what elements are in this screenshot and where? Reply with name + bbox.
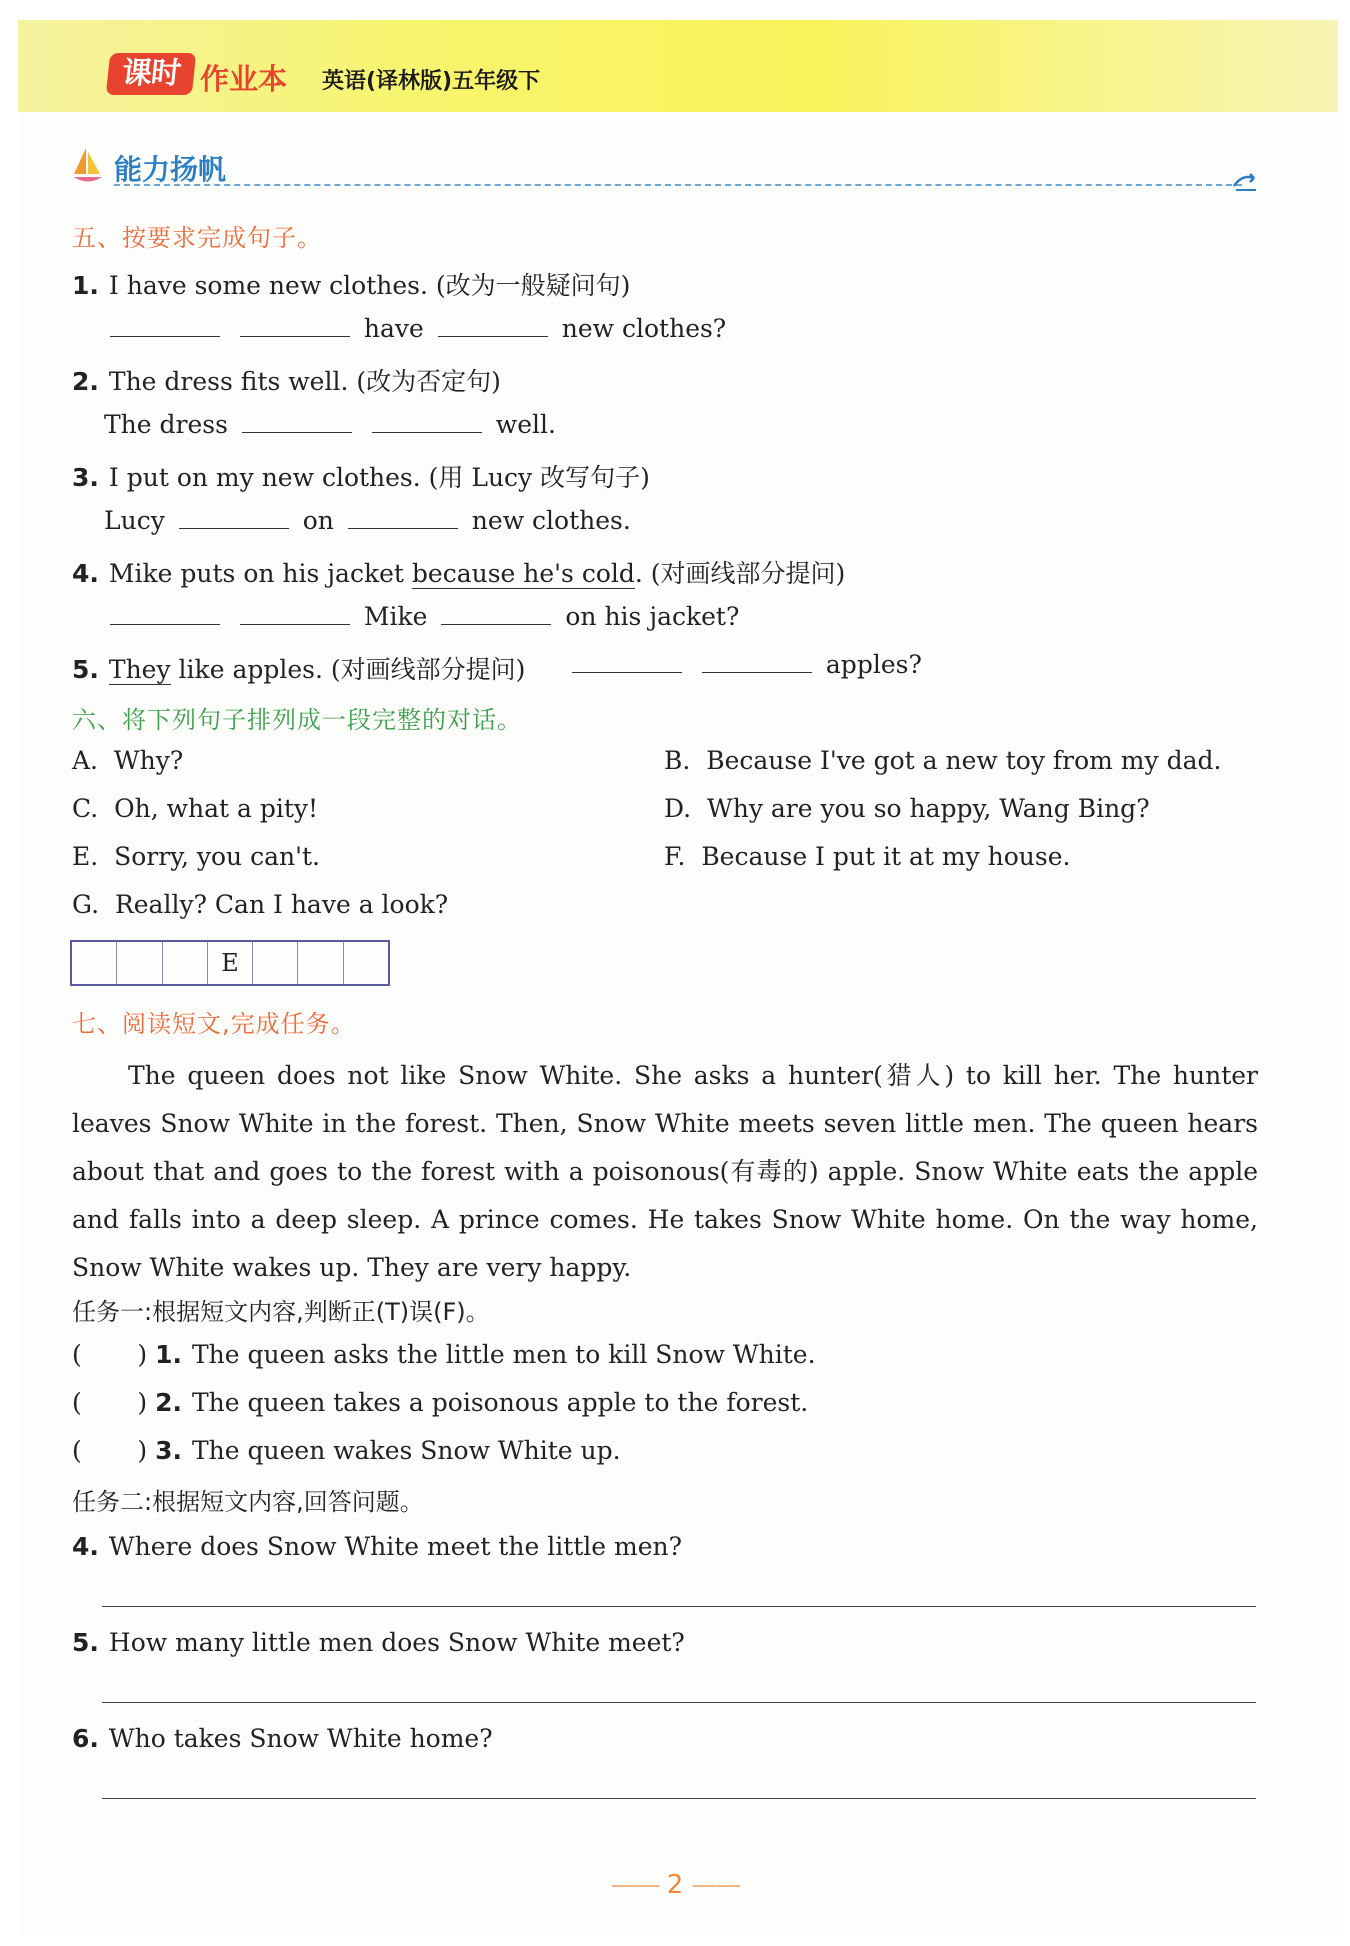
option-a [72,746,183,775]
answer-text: well. [495,410,556,439]
option-text: Oh, what a pity! [114,794,319,823]
item-number: 6. [72,1724,99,1753]
option-f [664,842,1070,871]
option-text: Sorry, you can't. [114,842,320,871]
option-b [664,746,1221,775]
answer-line[interactable] [102,1606,1256,1607]
underlined-phrase: They [108,655,171,684]
answer-blank[interactable] [240,314,350,337]
answer-blank[interactable] [110,314,220,337]
brand-name: 作业本 [200,62,288,96]
tf-item-3 [72,1436,621,1465]
part5-answer-2 [104,410,556,439]
answer-blank[interactable] [438,314,548,337]
option-e [72,842,320,871]
answer-text: Lucy [104,506,165,535]
part5-answer-5 [566,650,922,679]
underlined-phrase: because he's cold [411,559,635,588]
answer-text: new clothes? [561,314,727,343]
reading-passage [72,1052,1258,1292]
banner-divider [114,184,1242,186]
answer-blank[interactable] [179,506,289,529]
item-prompt: I put on my new clothes. (用 Lucy 改写句子) [108,463,650,492]
item-instruction: . (对画线部分提问) [634,559,846,588]
order-answer-grid [70,940,390,986]
item-number: 4. [72,559,99,588]
option-text: Really? Can I have a look? [114,890,449,919]
part5-item-4 [72,554,845,590]
answer-text: have [363,314,424,343]
answer-text: on [302,506,334,535]
part5-answer-1 [104,314,726,343]
option-key: F. [664,842,686,871]
part5-item-3 [72,458,650,494]
item-prompt: Mike puts on his jacket [108,559,412,588]
answer-text: new clothes. [471,506,631,535]
item-number: 1. [72,271,99,300]
part5-title: 五、按要求完成句子。 [72,224,322,252]
passage-text: The queen does not like Snow White. She asks a hunter(猎人) to kill her. The hunter leaves Snow White in the forest. Then, Snow White meets seven little men. The queen hears about that and goes to the forest with a poisonous(有毒的) apple. Snow White eats the apple and falls into a deep sleep. A prince comes. He takes Snow White home. On the way home, Snow White wakes up. They are very happy. [72,1061,1258,1282]
task2-title: 任务二:根据短文内容,回答问题。 [72,1488,424,1516]
item-number: 5. [72,1628,99,1657]
question-6 [72,1724,493,1753]
tf-answer-paren[interactable]: ( ) [72,1436,148,1465]
item-number: 3. [155,1436,182,1465]
answer-blank[interactable] [441,602,551,625]
question-text: How many little men does Snow White meet? [108,1628,685,1657]
order-cell[interactable] [72,942,117,984]
option-c [72,794,318,823]
question-text: Where does Snow White meet the little men? [108,1532,683,1561]
order-cell[interactable] [117,942,162,984]
answer-text: on his jacket? [565,602,740,631]
tf-statement: The queen takes a poisonous apple to the forest. [192,1388,809,1417]
item-instruction: like apples. (对画线部分提问) [170,655,526,684]
option-text: Why are you so happy, Wang Bing? [707,794,1150,823]
item-number: 1. [155,1340,182,1369]
tf-item-1 [72,1340,816,1369]
question-5 [72,1628,685,1657]
item-number: 3. [72,463,99,492]
option-g [72,890,448,919]
item-number: 5. [72,655,99,684]
option-key: D. [664,794,692,823]
part7-title: 七、阅读短文,完成任务。 [72,1010,356,1038]
option-d [664,794,1150,823]
order-cell[interactable] [253,942,298,984]
item-number: 2. [155,1388,182,1417]
option-key: A. [72,746,99,775]
book-title: 英语(译林版)五年级下 [322,69,541,94]
order-cell[interactable] [298,942,343,984]
brand-logo: 课时 [106,53,196,95]
option-text: Because I put it at my house. [701,842,1071,871]
option-key: E. [72,842,99,871]
page-number-value: 2 [666,1870,684,1900]
question-4 [72,1532,682,1561]
part5-answer-3 [104,506,631,535]
sailboat-icon [72,146,104,186]
task1-title: 任务一:根据短文内容,判断正(T)误(F)。 [72,1298,490,1326]
order-cell[interactable]: E [208,942,253,984]
tf-answer-paren[interactable]: ( ) [72,1340,148,1369]
answer-blank[interactable] [348,506,458,529]
answer-text: The dress [104,410,228,439]
part5-item-5 [72,650,525,686]
answer-blank[interactable] [240,602,350,625]
option-text: Because I've got a new toy from my dad. [706,746,1222,775]
answer-blank[interactable] [372,410,482,433]
item-prompt: The dress fits well. (改为否定句) [108,367,501,396]
order-cell[interactable] [163,942,208,984]
page-number: —— 2 —— [610,1870,740,1900]
part5-answer-4 [104,602,739,631]
answer-text: apples? [825,650,922,679]
wave-arrow-icon [1232,170,1258,192]
answer-line[interactable] [102,1798,1256,1799]
option-text: Why? [113,746,184,775]
part5-item-1 [72,266,630,302]
answer-line[interactable] [102,1702,1256,1703]
section-banner: 能力扬帆 [114,153,227,186]
item-prompt: I have some new clothes. (改为一般疑问句) [108,271,631,300]
option-key: B. [664,746,691,775]
part6-title: 六、将下列句子排列成一段完整的对话。 [72,706,522,734]
tf-answer-paren[interactable]: ( ) [72,1388,148,1417]
option-key: C. [72,794,99,823]
answer-blank[interactable] [110,602,220,625]
option-key: G. [72,890,100,919]
item-number: 4. [72,1532,99,1561]
item-number: 2. [72,367,99,396]
order-cell[interactable] [344,942,388,984]
question-text: Who takes Snow White home? [108,1724,493,1753]
tf-item-2 [72,1388,808,1417]
tf-statement: The queen asks the little men to kill Snow White. [192,1340,816,1369]
answer-blank[interactable] [572,650,682,673]
answer-blank[interactable] [242,410,352,433]
answer-blank[interactable] [702,650,812,673]
answer-text: Mike [363,602,428,631]
tf-statement: The queen wakes Snow White up. [192,1436,621,1465]
part5-item-2 [72,362,501,398]
